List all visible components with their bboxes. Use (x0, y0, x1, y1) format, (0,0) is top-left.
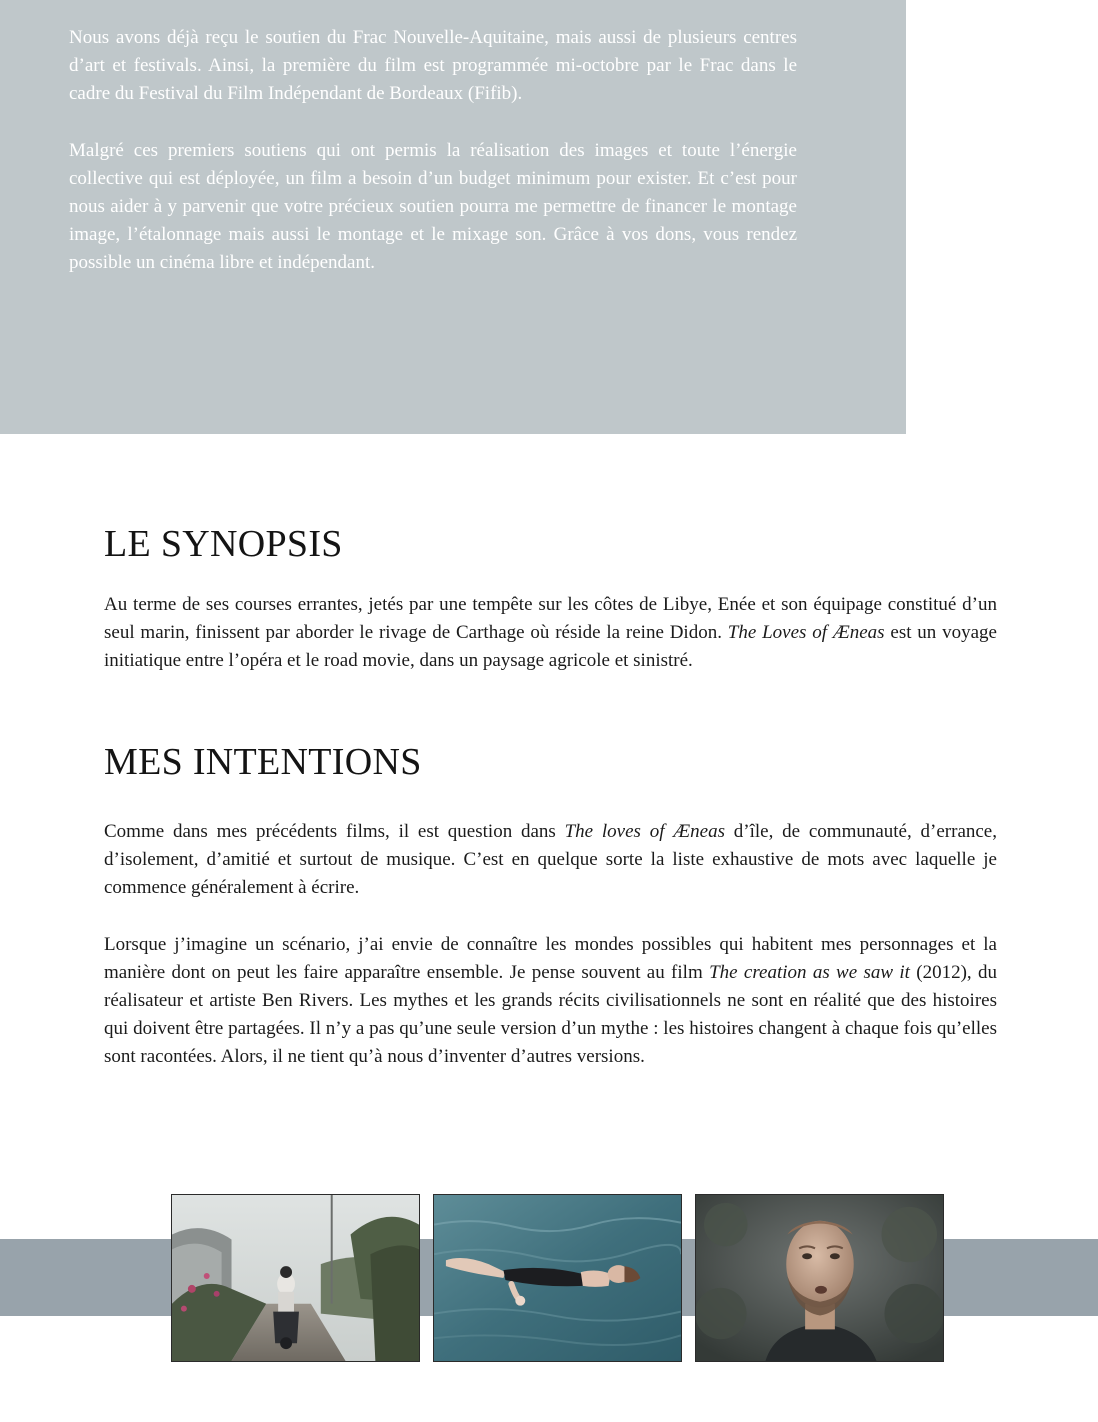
film-title-italic: The loves of Æneas (564, 821, 725, 842)
synopsis-text (104, 591, 997, 704)
intentions-text-part: d’île, de communauté, d’errance, d’isolement, d’amitié et surtout de musique. C’est en quelque sorte la liste exhaustive de mots avec laquelle je commence généralement à écrire. (104, 821, 997, 899)
intentions-text (104, 818, 997, 1100)
scooter-lane-image (172, 1195, 419, 1361)
synopsis-title: LE SYNOPSIS (104, 523, 343, 565)
synopsis-text-part: Au terme de ses courses errantes, jetés par une tempête sur les côtes de Libye, Enée et son équipage constitué d’un seul marin, finissent par aborder le rivage de Carthage où réside la reine Didon. (104, 594, 997, 644)
intentions-text-part: Comme dans mes précédents films, il est question dans (104, 821, 565, 842)
intentions-paragraph-2 (104, 931, 997, 1072)
intro-paragraph-2: Malgré ces premiers soutiens qui ont permis la réalisation des images et toute l’énergie collective qui est déployée, un film a besoin d’un budget minimum pour exister. Et c’est pour nous aider à y parvenir que votre précieux soutien pourra me permettre de financer le montage image, l’étalonnage mais aussi le montage et le mixage son. Grâce à vos dons, vous rendez possible un cinéma libre et indépendant. (69, 139, 797, 274)
man-portrait-photo (695, 1194, 944, 1362)
film-title-italic: The creation as we saw it (709, 961, 910, 983)
synopsis-paragraph (104, 591, 997, 676)
synopsis-text-part: est un voyage initiatique entre l’opéra et le road movie, dans un paysage agricole et sinistré. (104, 622, 997, 672)
intro-text (69, 24, 797, 306)
intentions-text-part: Lorsque j’imagine un scénario, j’ai envie de connaître les mondes possibles qui habitent mes personnages et la manière dont on peut les faire apparaître ensemble. Je pense souvent au film (104, 933, 997, 983)
intro-panel (0, 0, 906, 434)
intentions-title: MES INTENTIONS (104, 741, 422, 783)
man-portrait-image (696, 1195, 943, 1361)
floating-woman-image (434, 1195, 681, 1361)
intentions-text-part: (2012), du réalisateur et artiste Ben Rivers. Les mythes et les grands récits civilisationnels ne sont en réalité que des histoires qui doivent être partagées. Il n’y a pas qu’une seule version d’un mythe : les histoires changent à chaque fois qu’elles sont racontées. Alors, il ne tient qu’à nous d’inventer d’autres versions. (104, 961, 997, 1068)
intro-paragraph-1: Nous avons déjà reçu le soutien du Frac Nouvelle-Aquitaine, mais aussi de plusieurs centres d’art et festivals. Ainsi, la première du film est programmée mi-octobre par le Frac dans le cadre du Festival du Film Indépendant de Bordeaux (Fifib). (69, 27, 797, 105)
intentions-paragraph-1 (104, 818, 997, 903)
film-title-italic: The Loves of Æneas (727, 622, 885, 644)
floating-woman-photo (433, 1194, 682, 1362)
scooter-lane-photo (171, 1194, 420, 1362)
